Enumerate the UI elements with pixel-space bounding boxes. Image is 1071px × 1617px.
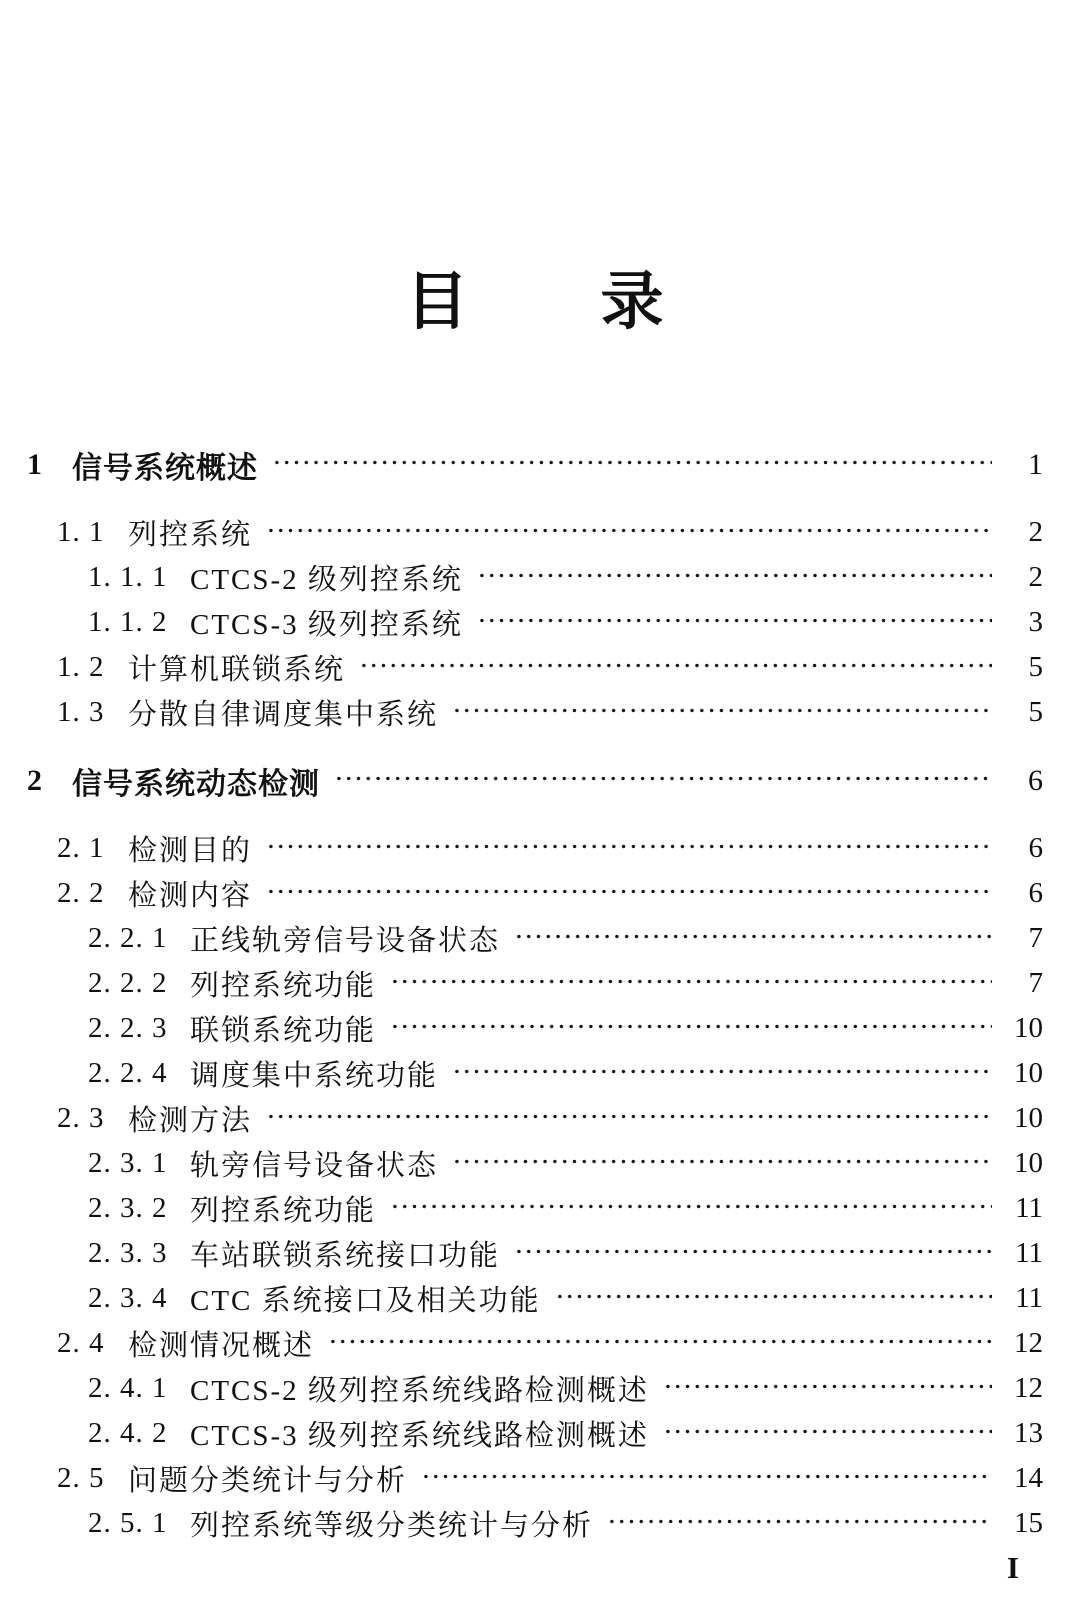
toc-entry-number: 2: [27, 763, 43, 797]
toc-entry-title: 调度集中系统功能: [190, 1060, 439, 1092]
toc-entry: [27, 916, 1043, 961]
toc-entry-number: 2. 5. 1: [88, 1507, 168, 1539]
toc-entry: [27, 1321, 1043, 1366]
toc-entry-title: 信号系统动态检测: [72, 767, 320, 801]
toc-entry-number: 2. 5: [57, 1462, 105, 1494]
toc-entry-title: 列控系统功能: [190, 1195, 377, 1227]
dot-leader: [661, 1384, 992, 1389]
toc-entry-page: 12: [1014, 1372, 1043, 1404]
toc-entry-page: 6: [1028, 832, 1043, 864]
toc-entry-title: 信号系统概述: [72, 451, 258, 485]
toc-entry-title: 列控系统功能: [190, 970, 377, 1002]
toc-entry-page: 7: [1028, 967, 1043, 999]
toc-entry-title: 检测情况概述: [128, 1330, 315, 1362]
toc-entry: [27, 1186, 1043, 1231]
toc-entry: [27, 1051, 1043, 1096]
toc-entry-number: 2. 1: [57, 832, 105, 864]
toc-entry: [27, 1456, 1043, 1501]
toc-entry: [27, 1096, 1043, 1141]
toc-entry: [27, 442, 1043, 487]
toc-entry-page: 10: [1014, 1057, 1043, 1089]
dot-leader: [512, 934, 992, 939]
toc-entry-number: 2. 2. 2: [88, 967, 168, 999]
toc-entry-number: 2. 4: [57, 1327, 105, 1359]
toc-list: [27, 442, 1043, 1546]
toc-entry-page: 2: [1028, 561, 1043, 593]
toc-entry-page: 6: [1028, 763, 1043, 797]
toc-entry-title: 列控系统等级分类统计与分析: [190, 1510, 594, 1542]
toc-entry-page: 13: [1014, 1417, 1043, 1449]
toc-entry: [27, 871, 1043, 916]
toc-entry-number: 1. 2: [57, 651, 105, 683]
toc-entry: [27, 1276, 1043, 1321]
toc-entry-number: 2. 2. 3: [88, 1012, 168, 1044]
toc-entry-title: 分散自律调度集中系统: [128, 699, 439, 731]
dot-leader: [475, 618, 992, 623]
dot-leader: [270, 460, 992, 465]
toc-entry-title: 联锁系统功能: [190, 1015, 377, 1047]
toc-entry-page: 11: [1015, 1237, 1043, 1269]
toc-entry-page: 10: [1014, 1012, 1043, 1044]
toc-entry-page: 6: [1028, 877, 1043, 909]
toc-entry: [27, 690, 1043, 735]
dot-leader: [450, 708, 992, 713]
dot-leader: [332, 776, 992, 781]
toc-entry: [27, 555, 1043, 600]
toc-entry-page: 10: [1014, 1102, 1043, 1134]
toc-entry-title: 计算机联锁系统: [128, 654, 346, 686]
dot-leader: [388, 1024, 992, 1029]
toc-entry: [27, 645, 1043, 690]
toc-entry-title: 列控系统: [128, 519, 253, 551]
toc-entry-title: 轨旁信号设备状态: [190, 1150, 439, 1182]
toc-entry-title: 检测目的: [128, 835, 253, 867]
toc-entry-number: 2. 3. 2: [88, 1192, 168, 1224]
toc-entry-title: CTC 系统接口及相关功能: [190, 1285, 541, 1317]
toc-entry: [27, 510, 1043, 555]
dot-leader: [264, 1114, 992, 1119]
toc-entry-page: 5: [1028, 651, 1043, 683]
toc-entry: [27, 1141, 1043, 1186]
dot-leader: [450, 1069, 992, 1074]
dot-leader: [512, 1249, 992, 1254]
toc-entry-title: 问题分类统计与分析: [128, 1465, 408, 1497]
dot-leader: [357, 663, 992, 668]
toc-entry: [27, 1501, 1043, 1546]
toc-entry: [27, 600, 1043, 645]
toc-entry-number: 2. 3. 4: [88, 1282, 168, 1314]
dot-leader: [388, 979, 992, 984]
dot-leader: [605, 1519, 992, 1524]
toc-entry-number: 2. 3. 3: [88, 1237, 168, 1269]
toc-entry: [27, 1411, 1043, 1456]
toc-entry-number: 1: [27, 447, 43, 481]
toc-entry-number: 2. 4. 1: [88, 1372, 168, 1404]
toc-entry-title: CTCS-3 级列控系统: [190, 609, 463, 641]
dot-leader: [475, 573, 992, 578]
toc-entry-number: 1. 1: [57, 516, 105, 548]
toc-entry-title: 检测方法: [128, 1105, 253, 1137]
toc-entry: [27, 758, 1043, 803]
toc-entry-number: 2. 2: [57, 877, 105, 909]
dot-leader: [553, 1294, 992, 1299]
folio-page-number: I: [1006, 1550, 1019, 1585]
toc-entry-number: 1. 1. 1: [88, 561, 168, 593]
toc-entry-page: 12: [1014, 1327, 1043, 1359]
toc-entry-number: 2. 2. 4: [88, 1057, 168, 1089]
toc-entry-title: 正线轨旁信号设备状态: [190, 925, 501, 957]
toc-entry-page: 14: [1014, 1462, 1043, 1494]
dot-leader: [264, 889, 992, 894]
toc-entry-page: 5: [1028, 696, 1043, 728]
toc-entry-page: 1: [1028, 447, 1043, 481]
toc-entry: [27, 826, 1043, 871]
toc-entry-title: CTCS-2 级列控系统线路检测概述: [190, 1375, 649, 1407]
dot-leader: [326, 1339, 992, 1344]
toc-entry-title: 车站联锁系统接口功能: [190, 1240, 501, 1272]
toc-entry-page: 11: [1015, 1192, 1043, 1224]
dot-leader: [388, 1204, 992, 1209]
toc-entry-page: 3: [1028, 606, 1043, 638]
toc-entry-number: 2. 4. 2: [88, 1417, 168, 1449]
toc-entry-title: 检测内容: [128, 880, 253, 912]
toc-entry: [27, 1366, 1043, 1411]
toc-entry-title: CTCS-3 级列控系统线路检测概述: [190, 1420, 649, 1452]
toc-entry: [27, 1006, 1043, 1051]
toc-entry-number: 2. 2. 1: [88, 922, 168, 954]
dot-leader: [264, 528, 992, 533]
dot-leader: [419, 1474, 992, 1479]
toc-entry-number: 1. 1. 2: [88, 606, 168, 638]
toc-entry-page: 10: [1014, 1147, 1043, 1179]
dot-leader: [264, 844, 992, 849]
toc-entry-title: CTCS-2 级列控系统: [190, 564, 463, 596]
toc-entry-page: 15: [1014, 1507, 1043, 1539]
toc-entry: [27, 1231, 1043, 1276]
dot-leader: [450, 1159, 992, 1164]
toc-entry-number: 1. 3: [57, 696, 105, 728]
dot-leader: [661, 1429, 992, 1434]
toc-entry-number: 2. 3: [57, 1102, 105, 1134]
toc-entry-page: 7: [1028, 922, 1043, 954]
toc-entry-page: 2: [1028, 516, 1043, 548]
page-title: 目 录: [405, 267, 666, 337]
toc-entry-number: 2. 3. 1: [88, 1147, 168, 1179]
toc-entry-page: 11: [1015, 1282, 1043, 1314]
toc-entry: [27, 961, 1043, 1006]
